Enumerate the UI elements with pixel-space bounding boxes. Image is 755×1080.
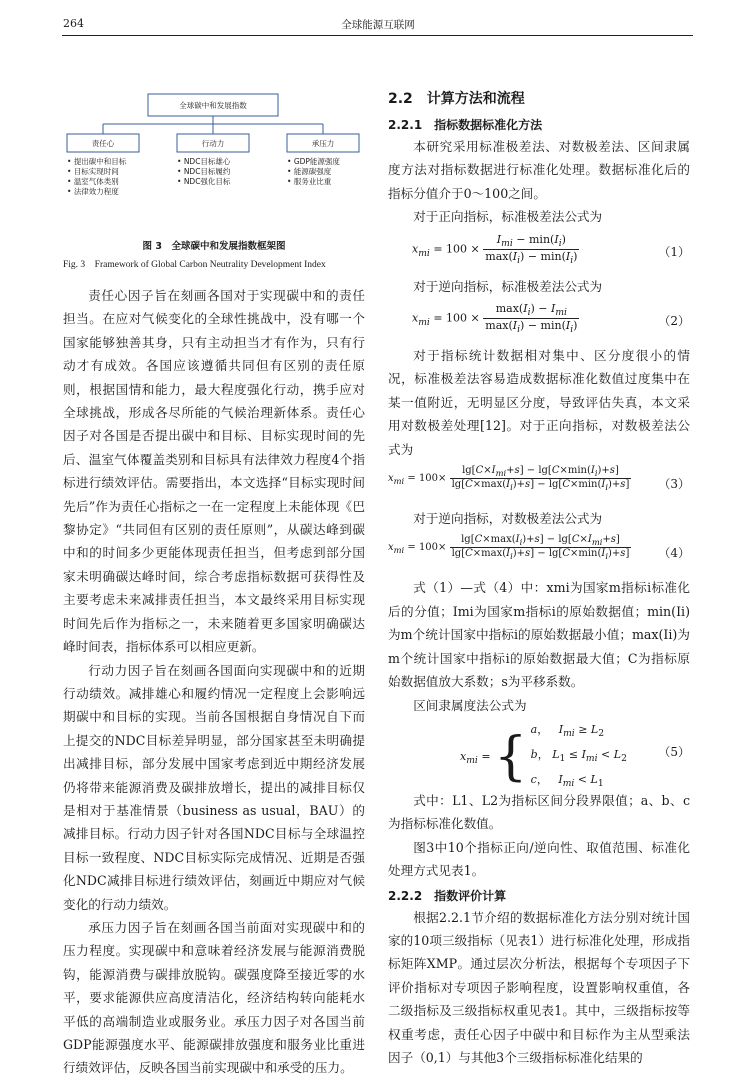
equation-number: （4） — [658, 546, 690, 561]
paragraph-index-calc: 根据2.2.1节介绍的数据标准化方法分别对统计国家的10项三级指标（见表1）进行标准化处理，形成指标矩阵XMP。通过层次分析法，根据每个专项因子下评价指标对专项因子影响程度，设置影响权重值，各二级指标及三级指标权重见表1。其中，三级指标按等权重考虑，责任心因子中碳中和目标作为主从型乘法因子（0,1）与其他3个三级指标标准化结果的 — [388, 909, 690, 1065]
paragraph-pressure: 承压力因子旨在刻画各国当前面对实现碳中和的压力程度。实现碳中和意味着经济发展与能源消费脱钩，能源消费与碳排放脱钩。碳强度降至接近零的水平，要求能源供应高度清洁化，经济结构转向能耗水平低的高端制造业或服务业。承压力因子对各国当前GDP能源强度水平、能源碳排放强度和服务业比重进行绩效评估，反映各国当前实现碳中和承受的压力。 — [63, 919, 365, 1076]
equation-2-body: $x_{mi} = 100$ × $\frac{\max(I_i) - I_{mi}}{\max(I_i) - \min(I_i)}$ — [412, 302, 578, 336]
left-column — [63, 88, 365, 1080]
equation-5-body: $x_{mi}$ = { a， $I_{mi} \ge L_2$ b， $L_1 \le I_{mi} < L_2$ c， $I_{mi} < L_1$ — [460, 722, 627, 790]
equation-2 — [388, 298, 690, 344]
paragraph-action: 行动力因子旨在刻画各国面向实现碳中和的近期行动绩效。减排雄心和履约情况一定程度上会影响远期碳中和目标的实现。当前各国根据自身情况自下而上提交的NDC目标差异明显，部分国家甚至未明确提出减排目标，部分发展中国家考虑到近中期经济发展仍将带来能源消费及碳排放增长，提出的减排目标仅是相对于基准情景（business as usual，BAU）的减排目标。行动力因子针对各国NDC目标与全球温控目标一致程度、NDC目标实际完成情况、近期是否强化NDC减排目标进行绩效评估，刻画近中期应对气候变化的行动力绩效。 — [63, 662, 365, 912]
indicator-item: • NDC目标雄心 — [177, 157, 231, 166]
paragraph-interval-lead: 区间隶属度法公式为 — [413, 697, 527, 713]
paragraph-interval-explain: 式中：L1、L2为指标区间分段界限值；a、b、c为指标标准化数值。 — [388, 792, 690, 832]
equation-3-body: $x_{mi} = 100\times$ $\frac{\lg[C\times I_{mi}+s] - \lg[C\times\min(I_i)+s]}{\lg[C\times\max(I_i)+s] - \lg[C\times\min(I_i)+s]}$ — [388, 465, 630, 493]
right-column — [388, 88, 690, 1069]
paragraph-pos-range-lead: 对于正向指标，标准极差法公式为 — [413, 209, 603, 225]
pillar-title-pressure: 承压力 — [311, 139, 335, 148]
paragraph-intro: 本研究采用标准极差法、对数极差法、区间隶属度方法对指标数据进行标准化处理。数据标准化后的指标分值介于0～100之间。 — [388, 139, 690, 201]
top-box-label: 全球碳中和发展指数 — [179, 101, 247, 110]
figure-caption-cn: 图 3 全球碳中和发展指数框架图 — [142, 241, 286, 252]
indicator-item: • 提出碳中和目标 — [67, 157, 127, 166]
equation-4 — [388, 530, 690, 576]
indicator-item: • 法律效力程度 — [67, 187, 119, 196]
subsection-title-2: 2.2.2 指数评价计算 — [388, 888, 507, 903]
indicator-item: • 服务业比重 — [287, 177, 332, 186]
framework-diagram — [63, 88, 365, 238]
equation-1-body: $x_{mi} = 100$ × $\frac{I_{mi} - \min(I_i)}{\max(I_i) - \min(I_i)}$ — [412, 232, 578, 266]
page-number: 264 — [63, 17, 84, 30]
equation-number: （1） — [658, 244, 690, 259]
indicator-item: • GDP能源强度 — [287, 157, 340, 166]
paragraph-responsibility: 责任心因子旨在刻画各国对于实现碳中和的责任担当。在应对气候变化的全球性挑战中，没有哪一个国家能够独善其身，只有主动担当才有作为，只有行动才有成效。各国应该遵循共同但有区别的责任原则，根据国情和能力，最大程度强化行动，携手应对全球挑战，形成各尽所能的气候治理新体系。责任心因子对各国是否提出碳中和目标、目标实现时间的先后、温室气体覆盖类别和目标具有法律效力程度4个指标进行绩效评估。需要指出，本文选择“目标实现时间先后”作为责任心指标之一在一定程度上未能体现《巴黎协定》“共同但有区别的责任原则”，从碳达峰到碳中和的时间多少更能体现责任担当，但考虑到部分国家未明确碳达峰时间，综合考虑指标数据可获得性及主要考虑未来减排责任担当，本文最终采用目标实现时间先后作为指标之一，未来随着更多国家明确碳达峰时间表，指标体系可以相应更新。 — [63, 288, 365, 655]
figure-caption-en: Fig. 3 Framework of Global Carbon Neutrality Development Index — [63, 260, 326, 270]
equation-3 — [388, 461, 690, 507]
pillar-title-action: 行动力 — [201, 139, 225, 148]
indicator-item: • 温室气体类别 — [67, 177, 119, 186]
equation-number: （2） — [658, 314, 690, 329]
equation-1 — [388, 229, 690, 275]
indicator-item: • NDC目标履约 — [177, 167, 231, 176]
equation-number: （5） — [658, 744, 690, 759]
paragraph-neg-log-lead: 对于逆向指标，对数极差法公式为 — [413, 511, 603, 527]
indicator-item: • NDC强化目标 — [177, 177, 231, 186]
equation-4-body: $x_{mi} = 100\times$ $\frac{\lg[C\times\max(I_i)+s] - \lg[C\times I_{mi}+s]}{\lg[C\times\max(I_i)+s] - \lg[C\times\min(I_i)+s]}$ — [388, 534, 630, 562]
subsection-title-1: 2.2.1 指标数据标准化方法 — [388, 118, 543, 132]
indicator-item: • 能源碳强度 — [287, 167, 332, 176]
pillar-title-responsibility: 责任心 — [91, 139, 115, 148]
paragraph-variable-explain: 式（1）—式（4）中：xmi为国家m指标i标准化后的分值；Imi为国家m指标i的原始数据值；min(Ii)为m个统计国家中指标i的原始数据最小值；max(Ii)为m个统计国家中指标i的原始数据最大值；C为指标原始数据值放大系数；s为平移系数。 — [388, 580, 690, 690]
running-head: 全球能源互联网 — [341, 19, 415, 31]
paragraph-log-method: 对于指标统计数据相对集中、区分度很小的情况，标准极差法容易造成数据标准化数值过度集中在某一值附近，无明显区分度，导致评估失真，本文采用对数极差处理[12]。对于正向指标，对数极差法公式为 — [388, 348, 690, 457]
equation-number: （3） — [658, 477, 690, 492]
figure-3 — [63, 88, 365, 238]
paragraph-neg-range-lead: 对于逆向指标，标准极差法公式为 — [413, 278, 603, 294]
indicator-item: • 目标实现时间 — [67, 167, 119, 176]
section-title: 2.2 计算方法和流程 — [388, 91, 525, 107]
paragraph-table-ref: 图3中10个指标正向/逆向性、取值范围、标准化处理方式见表1。 — [388, 839, 690, 879]
equation-5 — [388, 717, 690, 789]
header-rule — [62, 35, 693, 36]
